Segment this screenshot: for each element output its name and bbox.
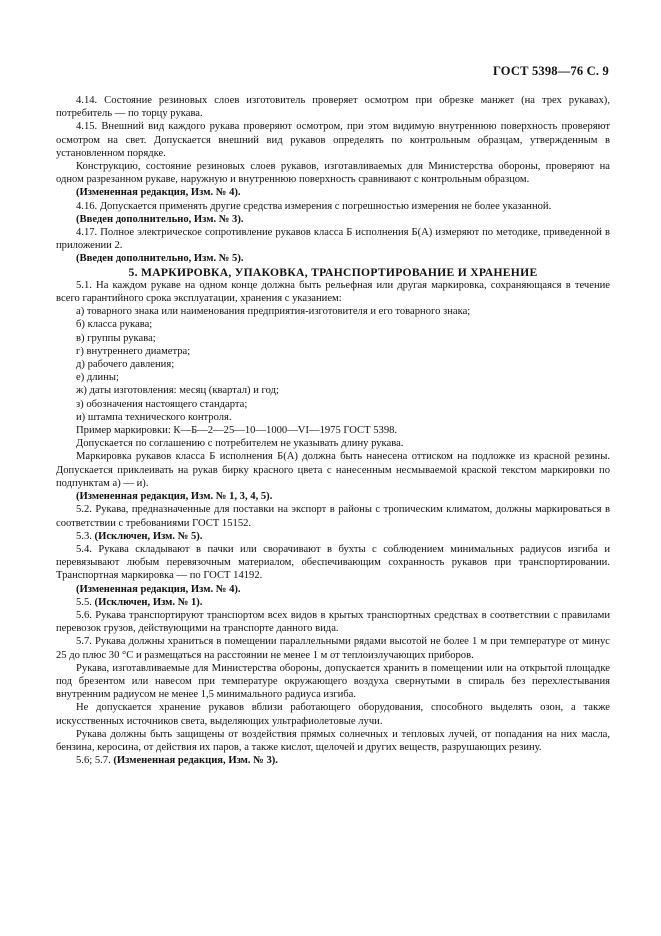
amendment-note: (Введен дополнительно, Изм. № 3). [76, 213, 244, 225]
clause-5-1-length: Допускается по соглашению с потребителем не указывать длину рукава. [76, 438, 404, 450]
clause-5-2: 5.2. Рукава, предназначенные для поставки на экспорт в районы с тропическим климатом, должны маркироваться в соответствии с требованиями ГОСТ 15152. [56, 504, 610, 529]
clause-5-1-class-b: Маркировка рукавов класса Б исполнения Б(А) должна быть нанесена оттиском на подложке из красной резины. Допускается приклеивать на рукав бирку красного цвета с нанесенным несмываемой краской текстом маркировки по подпунктам а) — и). [56, 451, 610, 489]
clause-4-15-defense: Конструкцию, состояние резиновых слоев рукавов, изготавливаемых для Министерства обороны, проверяют на одном разрезанном рукаве, наружную и внутреннюю поверхность сравнивают с контрольным образцом. [56, 161, 610, 186]
excluded-note: (Исключен, Изм. № 5). [94, 530, 203, 542]
marking-item: ж) даты изготовления: месяц (квартал) и год; [76, 385, 279, 397]
marking-item: з) обозначения настоящего стандарта; [76, 398, 248, 410]
marking-example: Пример маркировки: К—Б—2—25—10—1000—VI—1975 ГОСТ 5398. [76, 425, 398, 437]
amendment-note: (Измененная редакция, Изм. № 1, 3, 4, 5). [76, 491, 273, 503]
clause-5-5 [56, 596, 610, 609]
clause-number: 5.5. [76, 596, 92, 608]
clause-5-7-ozone: Не допускается хранение рукавов вблизи работающего оборудования, способного выделять озон, а также искусственных источников света, выделяющих ультрафиолетовые лучи. [56, 702, 610, 727]
marking-item: е) длины; [76, 372, 119, 384]
page-header: ГОСТ 5398—76 С. 9 [492, 64, 609, 78]
clause-4-15: 4.15. Внешний вид каждого рукава проверяют осмотром, при этом видимую внутреннюю поверхность проверяют осмотром на свет. Допускается внешний вид рукавов определять по контрольным образцам, утвержденным в установленном порядке. [56, 121, 610, 159]
section-heading: 5. МАРКИРОВКА, УПАКОВКА, ТРАНСПОРТИРОВАНИЕ И ХРАНЕНИЕ [128, 265, 538, 279]
clause-5-6-5-7 [56, 754, 610, 767]
clause-5-3 [56, 530, 610, 543]
clause-5-4: 5.4. Рукава складывают в пачки или сворачивают в бухты с соблюдением минимальных радиусов изгиба и перевязывают любым перевязочным материалом, обеспечивающим сохранность рукавов при транспортировании. Транспортная маркировка — по ГОСТ 14192. [56, 543, 610, 582]
document-body [56, 94, 610, 767]
clause-5-7: 5.7. Рукава должны храниться в помещении параллельными рядами высотой не более 1 м при температуре от минус 25 до плюс 30 °С и размещаться на расстоянии не менее 1 м от теплоизлучающих приборов. [56, 636, 610, 661]
marking-item: в) группы рукава; [76, 332, 156, 344]
clause-number: 5.3. [76, 530, 92, 542]
clause-5-1: 5.1. На каждом рукаве на одном конце должна быть рельефная или другая маркировка, сохраняющаяся в течение всего гарантийного срока эксплуатации, хранения с указанием: [56, 279, 610, 305]
clause-4-14: 4.14. Состояние резиновых слоев изготовитель проверяет осмотром при обрезке манжет (на трех рукавах), потребитель — по торцу рукава. [56, 95, 610, 120]
marking-item: и) штампа технического контроля. [76, 411, 232, 423]
excluded-note: (Исключен, Изм. № 1). [94, 596, 203, 608]
marking-item: б) класса рукава; [76, 319, 153, 331]
amendment-note: (Измененная редакция, Изм. № 4). [76, 187, 241, 199]
clause-5-7-protection: Рукава должны быть защищены от воздействия прямых солнечных и тепловых лучей, от попадания на них масла, бензина, керосина, от действия их паров, а также кислот, щелочей и других веществ, разрушающих резину. [56, 728, 610, 753]
clause-4-17: 4.17. Полное электрическое сопротивление рукавов класса Б исполнения Б(А) измеряют по методике, приведенной в приложении 2. [56, 227, 610, 252]
amendment-note: (Измененная редакция, Изм. № 4). [76, 583, 241, 595]
marking-item: д) рабочего давления; [76, 359, 175, 371]
marking-item: а) товарного знака или наименования предприятия-изготовителя и его товарного знака; [76, 306, 471, 318]
clause-number: 5.6; 5.7. [76, 755, 111, 767]
clause-5-6: 5.6. Рукава транспортируют транспортом всех видов в крытых транспортных средствах в соответствии с правилами перевозок грузов, действующими на транспорте данного вида. [56, 609, 610, 635]
amendment-note: (Введен дополнительно, Изм. № 5). [76, 253, 244, 265]
amendment-note: (Измененная редакция, Изм. № 3). [113, 755, 278, 767]
clause-4-16: 4.16. Допускается применять другие средства измерения с погрешностью измерения не более указанной. [76, 200, 552, 212]
marking-item: г) внутреннего диаметра; [76, 345, 191, 357]
clause-5-7-defense: Рукава, изготавливаемые для Министерства обороны, допускается хранить в помещении или на открытой площадке под брезентом или навесом при температуре окружающего воздуха свернутыми в спираль без перехлестывания внутренним радиусом не менее 1,5 минимального радиуса изгиба. [56, 662, 610, 701]
